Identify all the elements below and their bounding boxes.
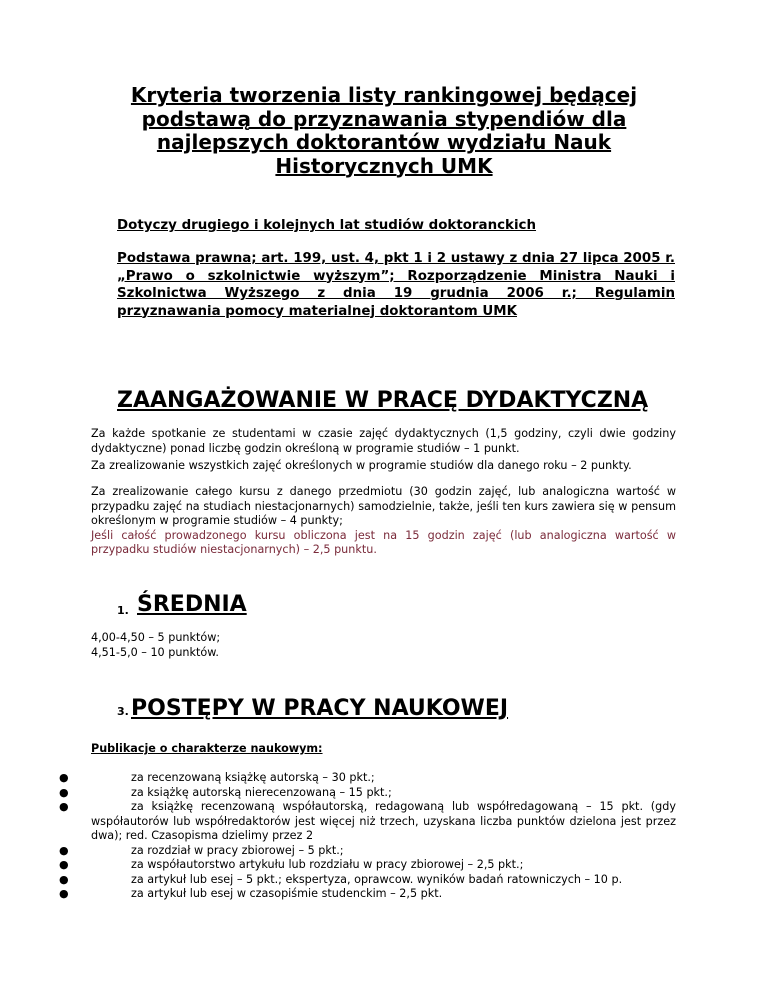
legal-basis: Podstawa prawna; art. 199, ust. 4, pkt 1 i 2 ustawy z dnia 27 lipca 2005 r. „Prawo o szkolnictwie wyższym”; Rozporządzenie Ministra Nauki i Szkolnictwa Wyższego z dnia 19 grudnia 2006 r.; Regulamin przyznawania pomocy materialnej doktorantom UMK bbox=[117, 251, 675, 319]
subheading: Dotyczy drugiego i kolejnych lat studiów doktoranckich bbox=[117, 218, 537, 233]
list-item: ● za recenzowaną książkę autorską – 30 pkt.; bbox=[59, 771, 375, 784]
section-number-progress: 3. bbox=[117, 705, 129, 718]
average-line-2: 4,51-5,0 – 10 punktów. bbox=[91, 645, 219, 659]
list-item: ● za książkę autorską nierecenzowaną – 15 pkt.; bbox=[59, 785, 392, 799]
bullet-icon: ● bbox=[59, 843, 69, 857]
section-heading-average: ŚREDNIA bbox=[137, 592, 247, 617]
section-heading-teaching: ZAANGAŻOWANIE W PRACĘ DYDAKTYCZNĄ bbox=[117, 388, 649, 413]
section-number-average: 1. bbox=[117, 604, 129, 617]
teaching-paragraph-3-text: Za zrealizowanie całego kursu z danego przedmiotu (30 godzin zajęć, lub analogiczna wartość w przypadku zajęć na studiach niestacjonarnych) samodzielnie, także, jeśli ten kurs zawiera się w pensum określonym w programie studiów – 4 punkty; bbox=[91, 485, 676, 527]
teaching-paragraph-3 bbox=[91, 485, 676, 558]
average-scores bbox=[91, 631, 676, 660]
list-item: ● za artykuł lub esej w czasopiśmie studenckim – 2,5 pkt. bbox=[59, 887, 443, 900]
average-line-1: 4,00-4,50 – 5 punktów; bbox=[91, 631, 221, 644]
document-title: Kryteria tworzenia listy rankingowej będącej podstawą do przyznawania stypendiów dla najlepszych doktorantów wydziału Nauk Historycznych UMK bbox=[130, 83, 638, 178]
list-item: ● za artykuł lub esej – 5 pkt.; ekspertyza, oprawcow. wyników badań ratowniczych – 10 p. bbox=[59, 872, 623, 886]
teaching-paragraph-2: Za zrealizowanie wszystkich zajęć określonych w programie studiów dla danego roku – 2 punkty. bbox=[91, 459, 632, 472]
teaching-paragraph-3-note: Jeśli całość prowadzonego kursu obliczona jest na 15 godzin zajęć (lub analogiczna wartość w przypadku studiów niestacjonarnych) – 2,5 punktu. bbox=[91, 528, 676, 556]
bullet-icon: ● bbox=[59, 872, 69, 886]
publications-list bbox=[0, 771, 768, 902]
bullet-icon: ● bbox=[59, 771, 69, 784]
bullet-icon: ● bbox=[59, 800, 69, 813]
bullet-icon: ● bbox=[59, 887, 69, 900]
list-item: ● za współautorstwo artykułu lub rozdziału w pracy zbiorowej – 2,5 pkt.; bbox=[59, 858, 524, 871]
list-item: ● za książkę recenzowaną współautorską, redagowaną lub współredagowaną – 15 pkt. (gdy współautorów lub współredaktorów jest więcej niż trzech, uzyskana liczba punktów dzielona jest przez dwa); red. Czasopisma dzielimy przez 2 bbox=[59, 800, 676, 842]
teaching-paragraph-1: Za każde spotkanie ze studentami w czasie zajęć dydaktycznych (1,5 godziny, czyli dwie godziny dydaktyczne) ponad liczbę godzin określoną w programie studiów – 1 punkt. bbox=[91, 427, 676, 455]
bullet-icon: ● bbox=[59, 858, 69, 871]
list-item: ● za rozdział w pracy zbiorowej – 5 pkt.; bbox=[59, 843, 344, 857]
publications-heading: Publikacje o charakterze naukowym: bbox=[91, 742, 323, 755]
section-heading-progress: POSTĘPY W PRACY NAUKOWEJ bbox=[131, 696, 509, 721]
bullet-icon: ● bbox=[59, 785, 69, 799]
